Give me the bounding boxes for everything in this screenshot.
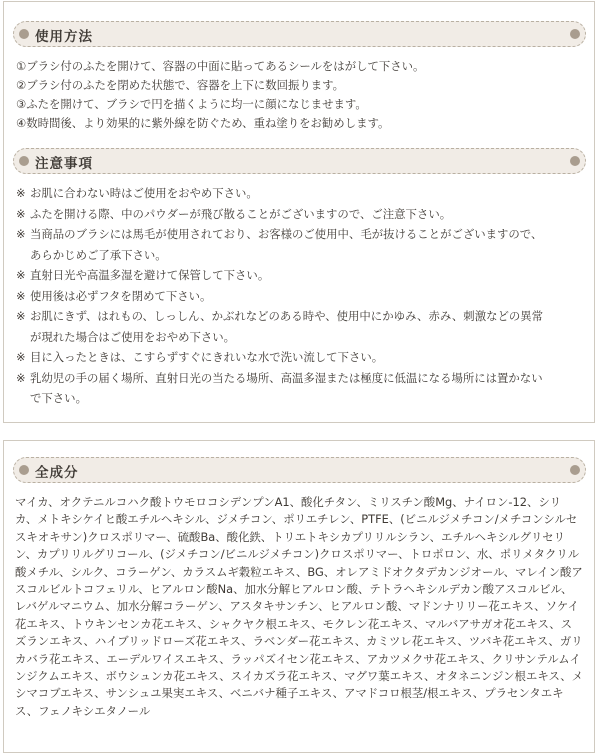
- usage-step: ④数時間後、より効果的に紫外線を防ぐため、重ね塗りをお勧めします。: [16, 116, 390, 130]
- caution-heading-bar: [13, 148, 586, 174]
- caution-item: [16, 224, 596, 265]
- note-mark: ※: [16, 370, 26, 385]
- usage-heading: 使用方法: [35, 29, 93, 45]
- bullet-dot-icon: [570, 29, 580, 39]
- caution-item: [16, 368, 596, 409]
- caution-item: [16, 183, 596, 204]
- usage-caution-panel: [3, 1, 595, 423]
- caution-text-cont: で下さい。: [30, 391, 87, 405]
- caution-text: お肌にきず、はれもの、しっしん、かぶれなどのある時や、使用中にかゆみ、赤み、刺激などの異常: [30, 309, 544, 323]
- note-mark: ※: [16, 186, 26, 200]
- ingredients-text: マイカ、オクテニルコハク酸トウモロコシデンプンA1、酸化チタン、ミリスチン酸Mg、ナイロン-12、シリカ、メトキシケイヒ酸エチルヘキシル、ジメチコン、ポリエチレン、PTFE、(ビニルジメチコン/メチコンシルセスキオキサン)クロスポリマー、硫酸Ba、酸化鉄、トリエトキシカプリリルシラン、エチルヘキシルグリセリン、カプリリルグリコール、(ジメチコン/ビニルジメチコン)クロスポリマー、トロポロン、水、ポリメタクリル酸メチル、シルク、コラーゲン、カラスムギ穀粒エキス、BG、オレアミドオクタデカンジオール、マレイン酸アスコルビルトコフェリル、ヒアルロン酸Na、加水分解ヒアルロン酸、テトラヘキシルデカン酸アスコルビル、レバゲルマニウム、加水分解コラーゲン、アスタキサンチン、ヒアルロン酸、マドンナリリー花エキス、ソケイ花エキス、トウキンセンカ花エキス、シャクヤク根エキス、モクレン花エキス、マルバアサガオ花エキス、スズランエキス、ハイブリッドローズ花エキス、ラベンダー花エキス、カミツレ花エキス、ツバキ花エキス、ガリカバラ花エキス、エーデルワイスエキス、ラッパズイセン花エキス、アカツメクサ花エキス、クリサンテルムインジクムエキス、ボウシュンカ花エキス、スイカズラ花エキス、マグワ葉エキス、オタネニンジン根エキス、メシマコブエキス、サンシュユ果実エキス、ベニバナ種子エキス、アマドコロ根茎/根エキス、プラセンタエキス、フェノキシエタノール: [15, 495, 583, 718]
- usage-heading-bar: [13, 21, 586, 47]
- caution-text-cont: あらかじめご了承下さい。: [30, 247, 167, 262]
- usage-step: ②ブラシ付のふたを閉めた状態で、容器を上下に数回振ります。: [16, 78, 345, 92]
- caution-text: ふたを開ける際、中のパウダーが飛び散ることがございますので、ご注意下さい。: [30, 206, 452, 221]
- note-mark: ※: [16, 268, 26, 282]
- note-mark: ※: [16, 288, 26, 303]
- bullet-dot-icon: [19, 156, 29, 166]
- ingredients-heading-bar: [13, 457, 586, 483]
- usage-list: [16, 57, 582, 133]
- bullet-dot-icon: [19, 465, 29, 475]
- caution-item: [16, 204, 596, 225]
- bullet-dot-icon: [570, 156, 580, 166]
- caution-heading: 注意事項: [35, 156, 93, 172]
- caution-text: 使用後は必ずフタを閉めて下さい。: [30, 288, 212, 303]
- usage-step: ③ふたを開けて、ブラシで円を描くように均一に顔になじませます。: [16, 97, 367, 111]
- caution-text: 当商品のブラシには馬毛が使用されており、お客様のご使用中、毛が抜けることがございますので、: [30, 227, 543, 241]
- caution-list: [16, 183, 596, 409]
- note-mark: ※: [16, 206, 26, 221]
- caution-text: 乳幼児の手の届く場所、直射日光の当たる場所、高温多湿または極度に低温になる場所には置かない: [30, 370, 543, 385]
- usage-step: ①ブラシ付のふたを開けて、容器の中面に貼ってあるシールをはがして下さい。: [16, 59, 425, 73]
- caution-item: [16, 306, 596, 347]
- caution-text-cont: が現れた場合はご使用をおやめ下さい。: [30, 329, 236, 344]
- caution-item: [16, 265, 596, 286]
- bullet-dot-icon: [570, 465, 580, 475]
- caution-item: [16, 347, 596, 368]
- caution-text: 直射日光や高温多湿を避けて保管して下さい。: [30, 268, 270, 282]
- note-mark: ※: [16, 350, 26, 364]
- bullet-dot-icon: [19, 29, 29, 39]
- caution-text: 目に入ったときは、こすらずすぐにきれいな水で洗い流して下さい。: [30, 350, 384, 364]
- caution-text: お肌に合わない時はご使用をおやめ下さい。: [30, 186, 258, 200]
- note-mark: ※: [16, 227, 26, 241]
- ingredients-heading: 全成分: [35, 465, 79, 481]
- caution-item: [16, 286, 596, 307]
- note-mark: ※: [16, 309, 26, 323]
